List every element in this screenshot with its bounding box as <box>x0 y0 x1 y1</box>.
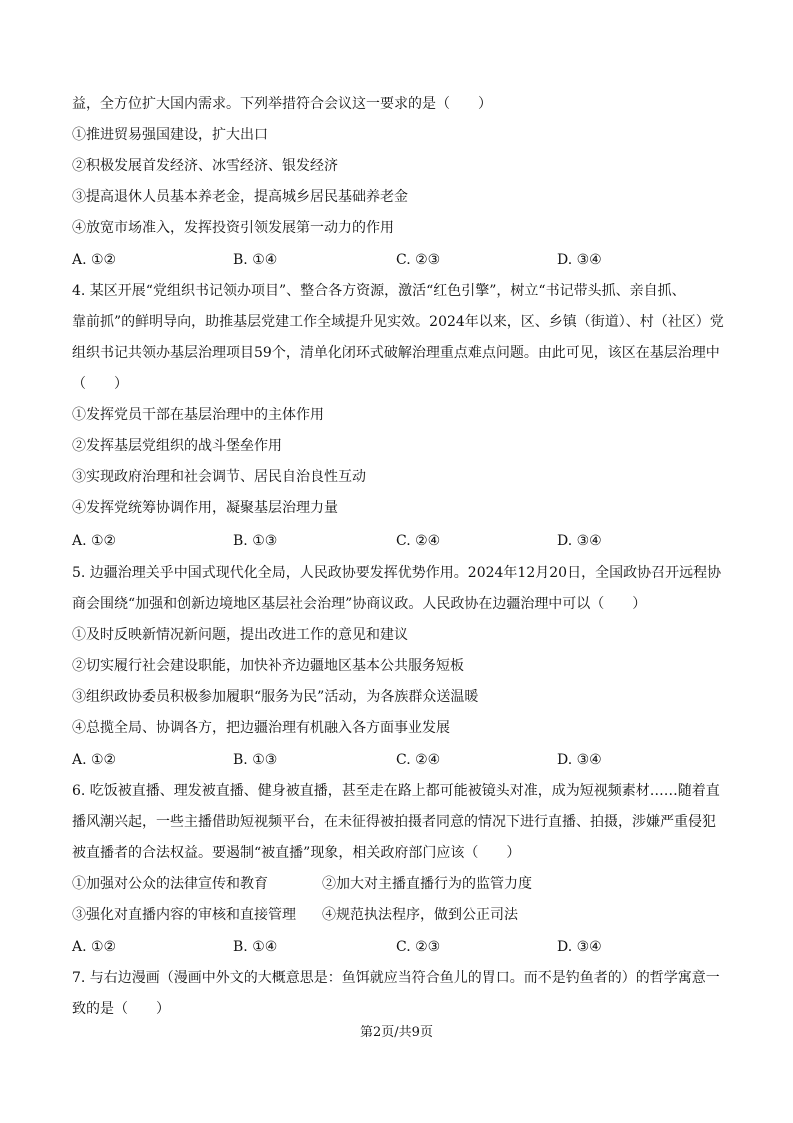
q5-item-1: ①及时反映新情况新问题，提出改进工作的意见和建议 <box>72 627 408 643</box>
q3-option-c: C. ②③ <box>396 252 441 268</box>
q6-option-a: A. ①② <box>72 939 117 955</box>
q3-item-3: ③提高退休人员基本养老金，提高城乡居民基础养老金 <box>72 189 408 205</box>
q3-option-b: B. ①④ <box>233 252 278 268</box>
q5-item-3: ③组织政协委员积极参加履职“服务为民”活动，为各族群众送温暖 <box>72 689 479 705</box>
q5-option-c: C. ②④ <box>396 752 441 768</box>
q6-item-1: ①加强对公众的法律宣传和教育 <box>72 876 268 892</box>
q3-item-2: ②积极发展首发经济、冰雪经济、银发经济 <box>72 158 338 174</box>
q7-stem-line-1: 7. 与右边漫画（漫画中外文的大概意思是：鱼饵就应当符合鱼儿的胃口。而不是钓鱼者的）的哲学寓意一 <box>72 970 720 986</box>
q6-item-3: ③强化对直播内容的审核和直接管理 <box>72 907 296 923</box>
q4-stem-line-1: 4. 某区开展“党组织书记领办项目”、整合各方资源，激活“红色引擎”，树立“书记带头抓、亲自抓、 <box>72 283 686 299</box>
q6-option-c: C. ②③ <box>396 939 441 955</box>
q3-option-d: D. ③④ <box>557 252 602 268</box>
q3-item-4: ④放宽市场准入，发挥投资引领发展第一动力的作用 <box>72 220 394 236</box>
q5-item-2: ②切实履行社会建设职能，加快补齐边疆地区基本公共服务短板 <box>72 658 464 674</box>
q4-item-3: ③实现政府治理和社会调节、居民自治良性互动 <box>72 469 366 485</box>
q3-item-1: ①推进贸易强国建设，扩大出口 <box>72 127 268 143</box>
q4-stem-line-3: 组织书记共领办基层治理项目59个，清单化闭环式破解治理重点难点问题。由此可见，该区在基层治理中 <box>72 345 720 361</box>
q6-item-4: ④规范执法程序，做到公正司法 <box>322 907 518 923</box>
q5-stem-line-1: 5. 边疆治理关乎中国式现代化全局，人民政协要发挥优势作用。2024年12月20日，全国政协召开远程协 <box>72 565 722 581</box>
q3-stem: 益，全方位扩大国内需求。下列举措符合会议这一要求的是（ ） <box>72 96 492 112</box>
q5-stem-line-2: 商会围绕“加强和创新边境地区基层社会治理”协商议政。人民政协在边疆治理中可以（ ） <box>72 596 647 612</box>
q4-stem-line-2: 靠前抓”的鲜明导向，助推基层党建工作全域提升见实效。2024年以来，区、乡镇（街道）、村（社区）党 <box>72 314 724 330</box>
q5-item-4: ④总揽全局、协调各方，把边疆治理有机融入各方面事业发展 <box>72 720 450 736</box>
q4-option-b: B. ①③ <box>233 533 278 549</box>
q6-option-b: B. ①④ <box>233 939 278 955</box>
q4-option-d: D. ③④ <box>557 533 602 549</box>
q5-option-a: A. ①② <box>72 752 117 768</box>
q4-item-1: ①发挥党员干部在基层治理中的主体作用 <box>72 407 324 423</box>
q3-option-a: A. ①② <box>72 252 117 268</box>
q4-item-4: ④发挥党统筹协调作用，凝聚基层治理力量 <box>72 500 338 516</box>
q6-stem-line-1: 6. 吃饭被直播、理发被直播、健身被直播，甚至走在路上都可能被镜头对准，成为短视频素材……随着直 <box>72 783 720 799</box>
q5-option-b: B. ①③ <box>233 752 278 768</box>
q6-item-2: ②加大对主播直播行为的监管力度 <box>322 876 532 892</box>
q7-stem-line-2: 致的是（ ） <box>72 1001 170 1017</box>
page-number-footer: 第2页/共9页 <box>360 1025 433 1040</box>
q6-stem-line-2: 播风潮兴起，一些主播借助短视频平台，在未征得被拍摄者同意的情况下进行直播、拍摄，涉嫌严重侵犯 <box>72 814 716 830</box>
q6-option-d: D. ③④ <box>557 939 602 955</box>
q5-option-d: D. ③④ <box>557 752 602 768</box>
q4-stem-line-4: （ ） <box>72 376 128 392</box>
q6-stem-line-3: 被直播者的合法权益。要遏制“被直播”现象，相关政府部门应该（ ） <box>72 845 521 861</box>
q4-item-2: ②发挥基层党组织的战斗堡垒作用 <box>72 438 282 454</box>
q4-option-c: C. ②④ <box>396 533 441 549</box>
q4-option-a: A. ①② <box>72 533 117 549</box>
